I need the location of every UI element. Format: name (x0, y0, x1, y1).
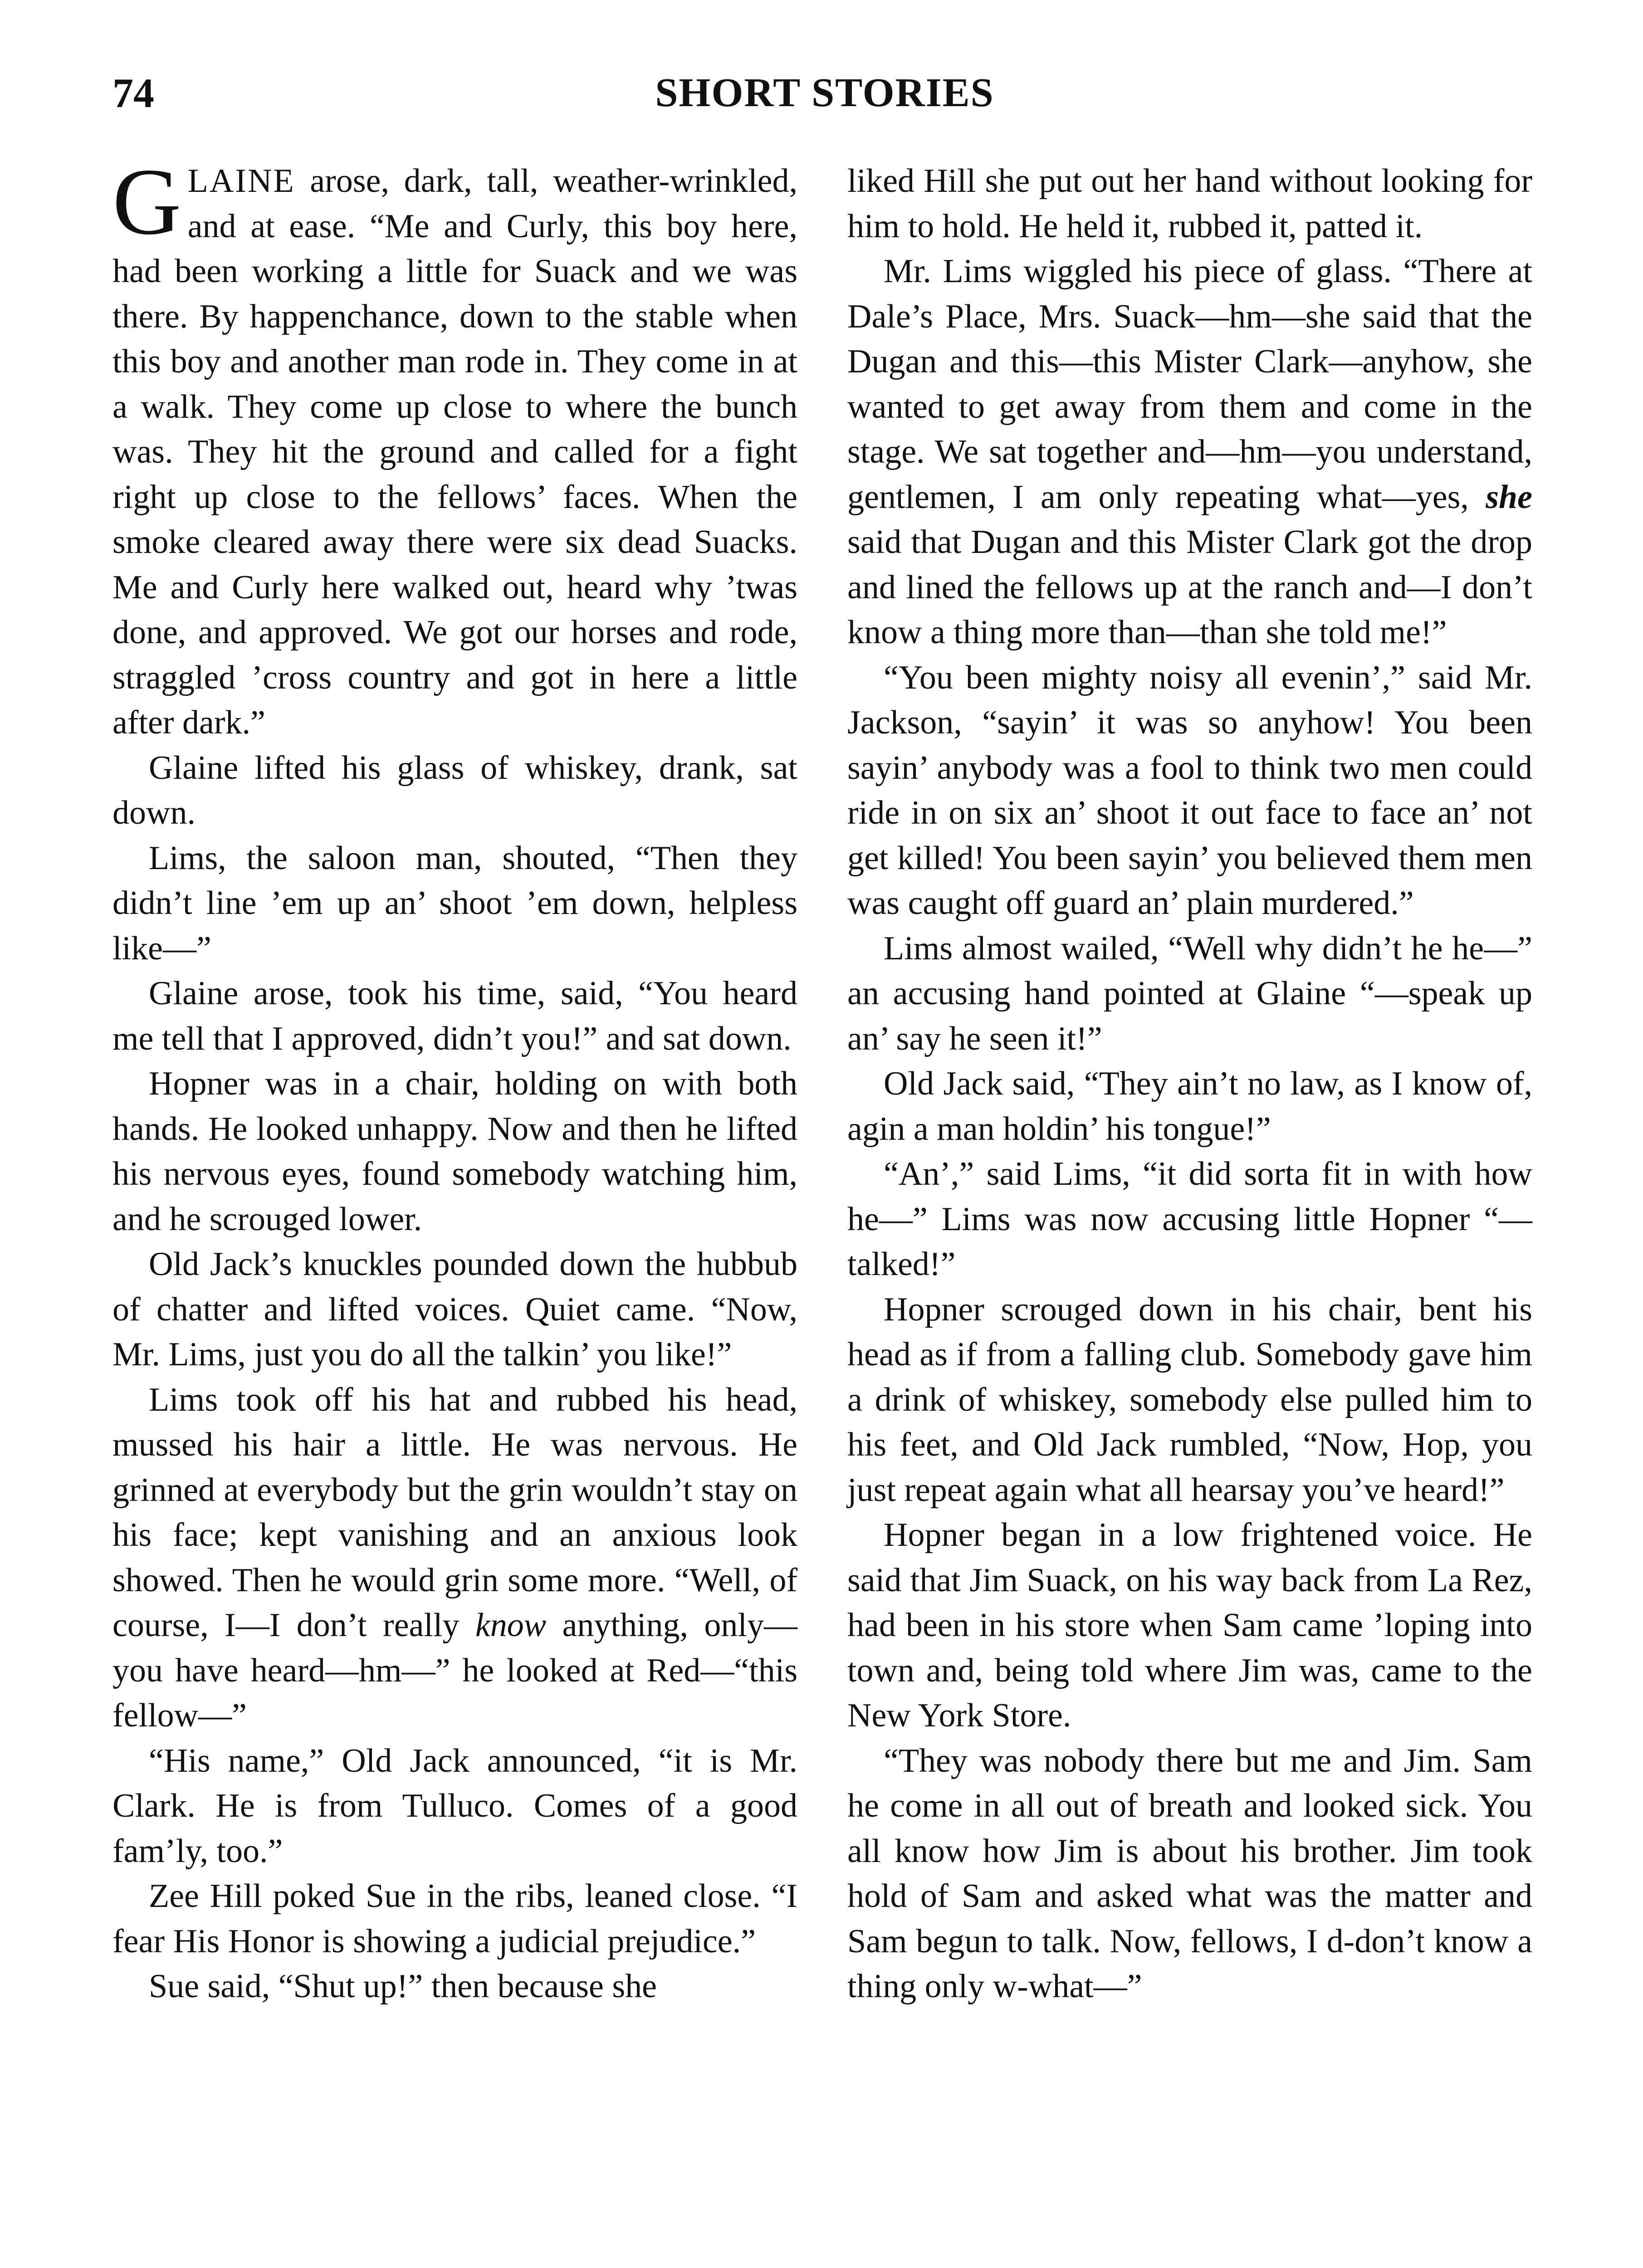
paragraph: Lims, the saloon man, shouted, “Then they didn’t line ’em up an’ shoot ’em down, helpless like—” (112, 839, 797, 967)
paragraph: Glaine arose, took his time, said, “You heard me tell that I approved, didn’t you!” and sat down. (112, 975, 797, 1057)
right-column (847, 159, 1532, 2009)
paragraph: Old Jack’s knuckles pounded down the hubbub of chatter and lifted voices. Quiet came. “Now, Mr. Lims, just you do all the talkin’ you like!” (112, 1246, 797, 1373)
paragraph: Hopner scrouged down in his chair, bent his head as if from a falling club. Somebody gave him a drink of whiskey, somebody else pulled him to his feet, and Old Jack rumbled, “Now, Hop, you just repeat again what all hearsay you’ve heard!” (847, 1290, 1532, 1509)
text-run: Mr. Lims wiggled his piece of glass. “There at Dale’s Place, Mrs. Suack—hm—she said that the Dugan and this—this Mister Clark—anyhow, she wanted to get away from them and come in the stage. We sat together and—hm—you understand, gentlemen, I am only repeating what—yes, (847, 253, 1532, 516)
opening-text: arose, dark, tall, weather-wrinkled, and at ease. “Me and Curly, this boy here, had been working a little for Suack and we was there. By happenchance, down to the stable when this boy and another man rode in. They come in at a walk. They come up close to where the bunch was. They hit the ground and called for a fight right up close to the fellows’ faces. When the smoke cleared away there were six dead Suacks. Me and Curly here walked out, heard why ’twas done, and approved. We got our horses and rode, straggled ’cross country and got in here a little after dark.” (112, 162, 797, 741)
paragraph-lims (112, 1378, 797, 1739)
running-title: SHORT STORIES (655, 70, 994, 115)
paragraph: Old Jack said, “They ain’t no law, as I know of, agin a man holdin’ his tongue!” (847, 1065, 1532, 1148)
paragraph: “An’,” said Lims, “it did sorta fit in with how he—” Lims was now accusing little Hopner “—talked!” (847, 1155, 1532, 1283)
text-run: anything, only—you have heard—hm—” he looked at Red—“this fellow—” (112, 1607, 797, 1734)
paragraph: Lims almost wailed, “Well why didn’t he he—” an accusing hand pointed at Glaine “—speak up an’ say he seen it!” (847, 929, 1532, 1057)
continued-paragraph: liked Hill she put out her hand without looking for him to hold. He held it, rubbed it, patted it. (847, 162, 1532, 245)
drop-cap: G (112, 149, 181, 254)
paragraph: Zee Hill poked Sue in the ribs, leaned close. “I fear His Honor is showing a judicial prejudice.” (112, 1877, 797, 1960)
italic-emphasis: know (475, 1607, 547, 1644)
lead-word: LAINE (187, 162, 295, 200)
paragraph: Hopner was in a chair, holding on with both hands. He looked unhappy. Now and then he lifted his nervous eyes, found somebody watching him, and he scrouged lower. (112, 1065, 797, 1238)
opening-paragraph (112, 149, 797, 746)
text-run: said that Dugan and this Mister Clark got the drop and lined the fellows up at the ranch and—I don’t know a thing more than—than she told me!” (847, 523, 1532, 651)
left-column (112, 149, 797, 2009)
paragraph: “His name,” Old Jack announced, “it is Mr. Clark. He is from Tulluco. Comes of a good fam’ly, too.” (112, 1742, 797, 1870)
paragraph: Glaine lifted his glass of whiskey, drank, sat down. (112, 749, 797, 831)
paragraph: Sue said, “Shut up!” then because she (149, 1968, 657, 2005)
paragraph-mr-lims (847, 249, 1532, 655)
italic-emphasis: she (1486, 478, 1532, 516)
paragraph: Hopner began in a low frightened voice. He said that Jim Suack, on his way back from La Rez, had been in his store when Sam came ’loping into town and, being told where Jim was, came to the New York Store. (847, 1516, 1532, 1734)
page-header (112, 68, 1537, 127)
paragraph: “You been mighty noisy all evenin’,” said Mr. Jackson, “sayin’ it was so anyhow! You been sayin’ anybody was a fool to think two men could ride in on six an’ shoot it out face to face an’ not get killed! You been sayin’ you believed them men was caught off guard an’ plain murdered.” (847, 659, 1532, 922)
text-run: Lims took off his hat and rubbed his head, mussed his hair a little. He was nervous. He grinned at everybody but the grin wouldn’t stay on his face; kept vanishing and an anxious look showed. Then he would grin some more. “Well, of course, I—I don’t really (112, 1381, 797, 1644)
page-number: 74 (112, 70, 154, 116)
paragraph: “They was nobody there but me and Jim. Sam he come in all out of breath and looked sick. You all know how Jim is about his brother. Jim took hold of Sam and asked what was the matter and Sam begun to talk. Now, fellows, I d-don’t know a thing only w-what—” (847, 1742, 1532, 2005)
